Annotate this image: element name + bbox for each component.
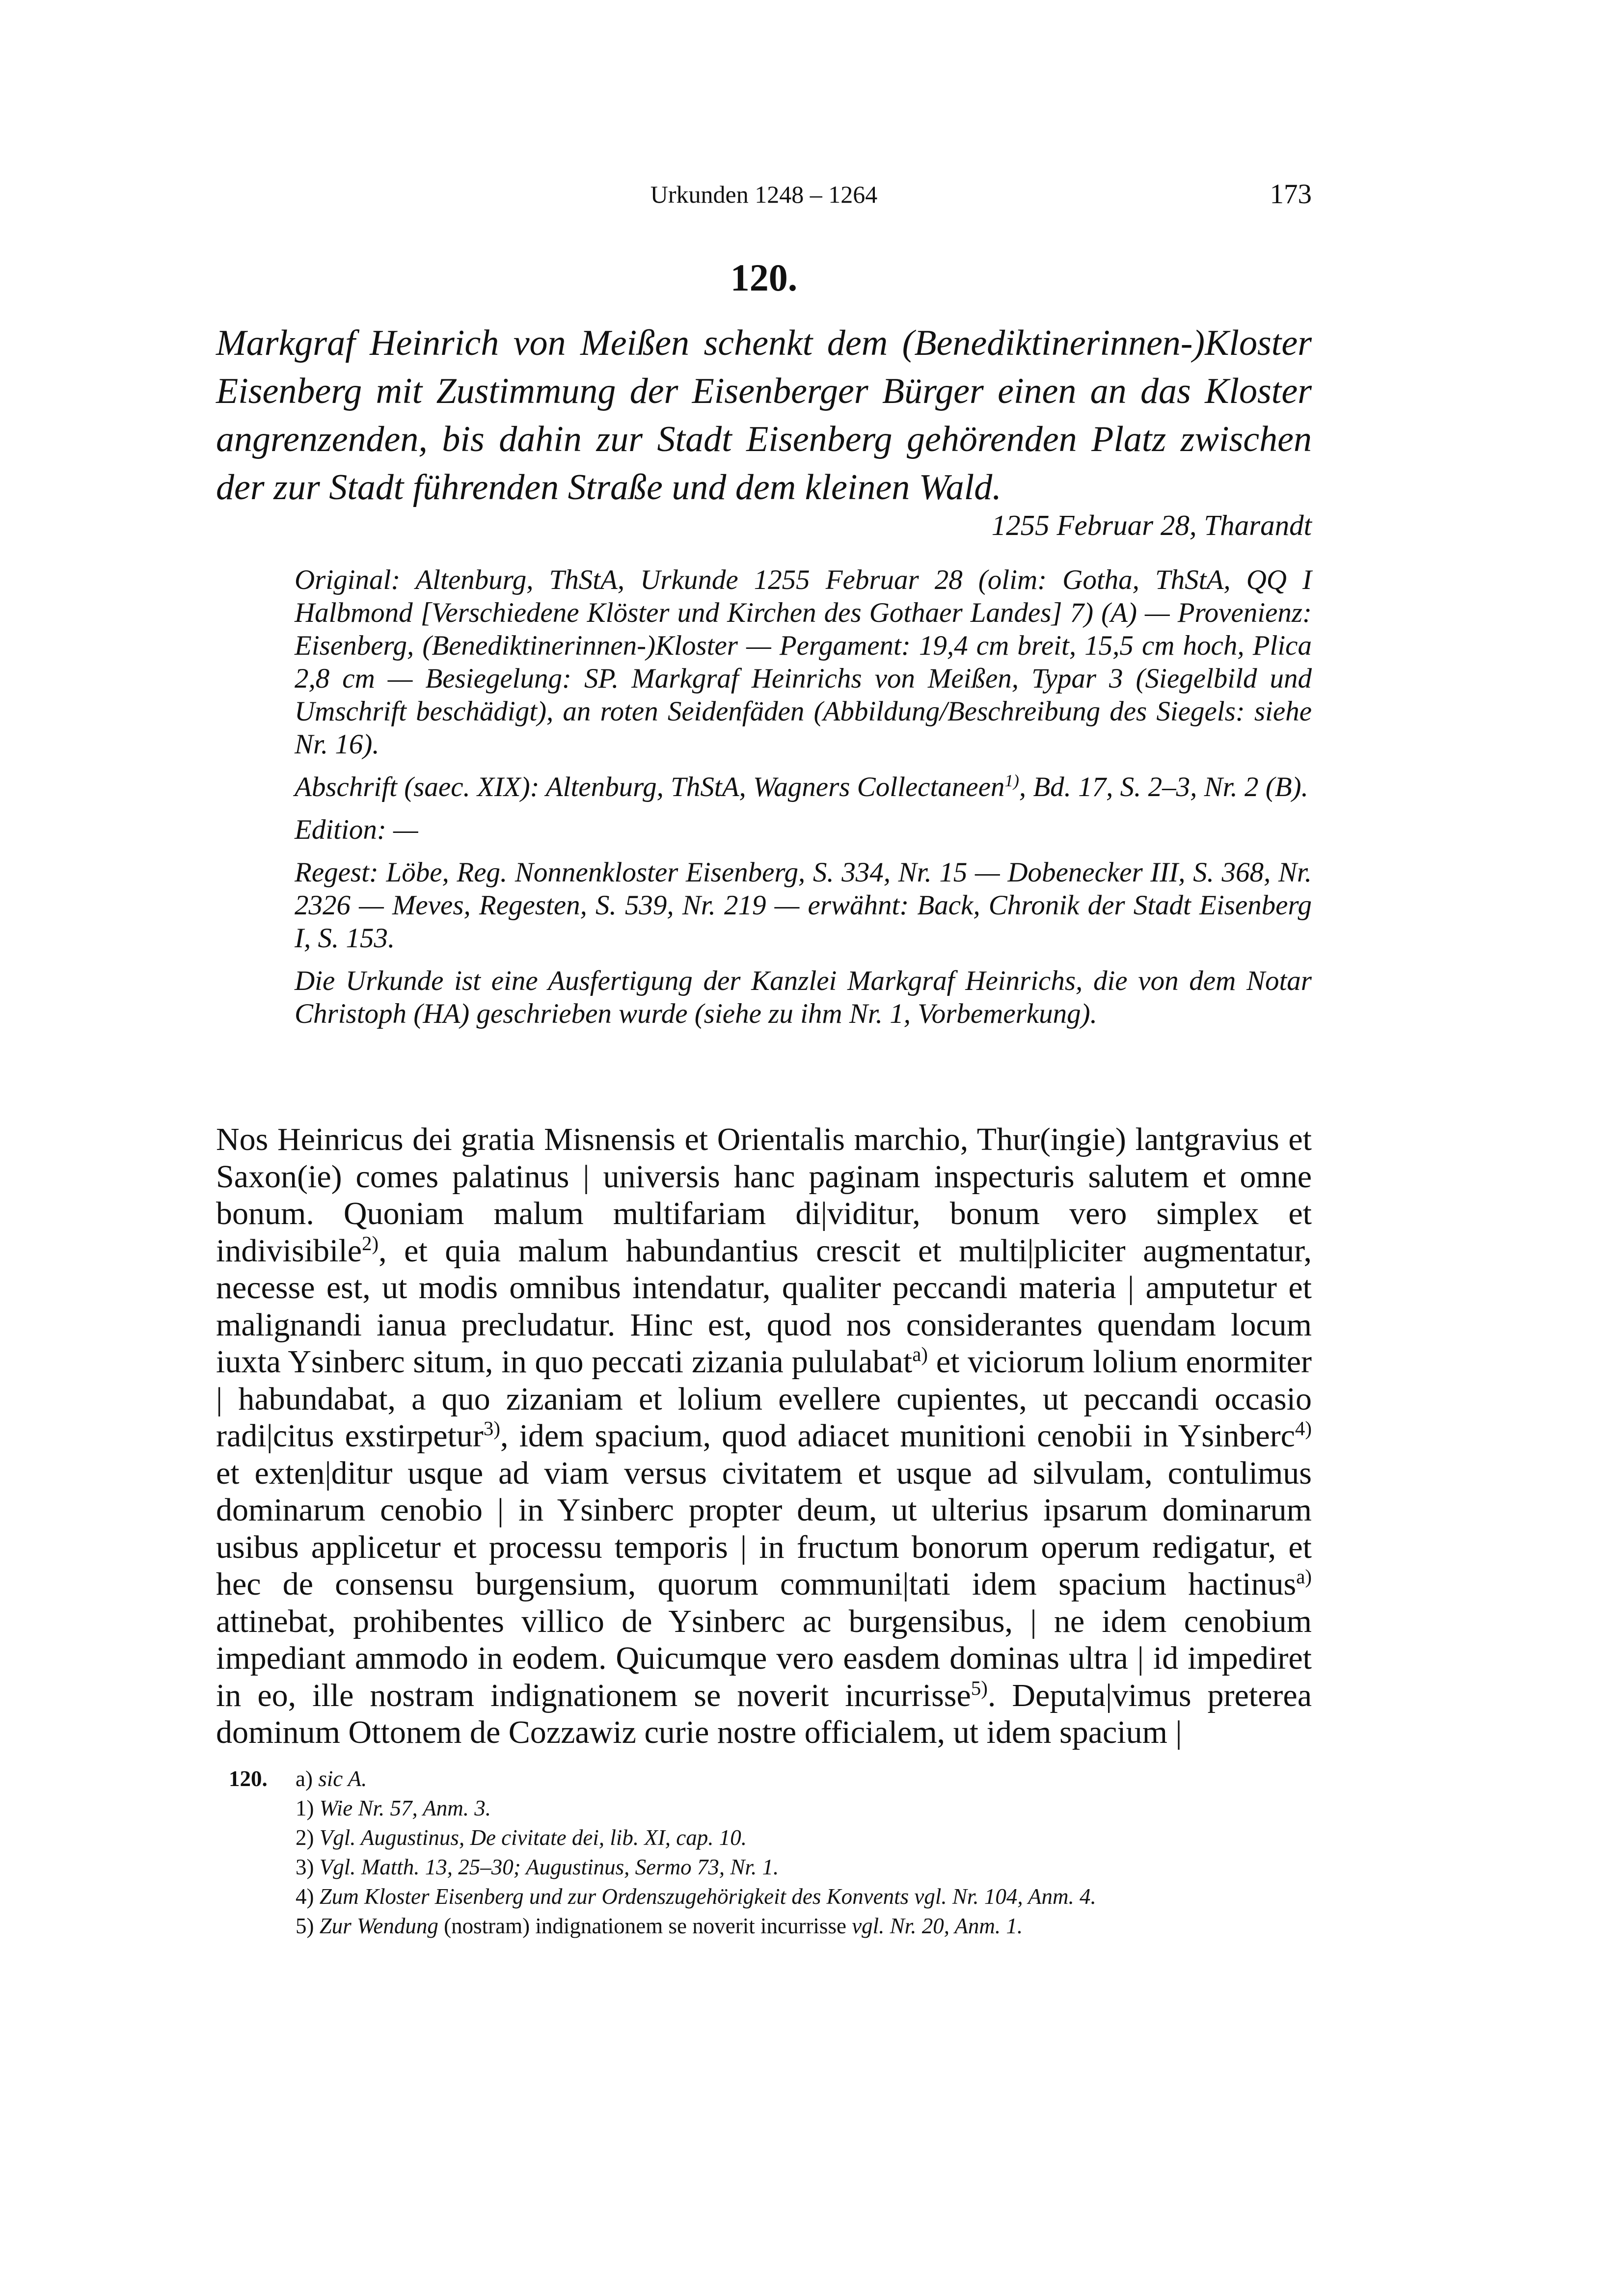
apparatus-note: Die Urkunde ist eine Ausfertigung der Kanzlei Markgraf Heinrichs, die von dem Notar Christoph (HA) geschrieben wurde (siehe zu ihm Nr. 1, Vorbemerkung). [295,965,1312,1029]
footnote-marker: 4) [296,1884,314,1909]
critical-apparatus [295,563,1312,1040]
footnote-2 [296,1823,1312,1852]
footnote-ref: 4) [1295,1417,1312,1440]
apparatus-abschrift [295,771,1312,803]
footnote-list [296,1764,1312,1941]
footnote-marker: 2) [296,1825,314,1850]
footnote-5 [296,1911,1312,1941]
apparatus-original: Original: Altenburg, ThStA, Urkunde 1255 Februar 28 (olim: Gotha, ThStA, QQ I Halbmond [Verschiedene Klöster und Kirchen des Gothaer Landes] 7) (A) — Provenienz: Eisenberg, (Benediktinerinnen-)Kloster — Pergament: 19,4 cm breit, 15,5 cm hoch, Plica 2,8 cm — Besiegelung: SP. Markgraf Heinrichs von Meißen, Typar 3 (Siegelbild und Umschrift beschädigt), an roten Seidenfäden (Abbildung/Beschreibung des Siegels: siehe Nr. 16). [295,564,1312,760]
footnote-text: Vgl. Augustinus, De civitate dei, lib. XI, cap. 10. [319,1825,747,1850]
dating-line: 1255 Februar 28, Tharandt [991,509,1312,541]
apparatus-regest: Regest: Löbe, Reg. Nonnenkloster Eisenberg, S. 334, Nr. 15 — Dobenecker III, S. 368, Nr. 2326 — Meves, Regesten, S. 539, Nr. 219 — erwähnt: Back, Chronik der Stadt Eisenberg I, S. 153. [295,857,1312,954]
text-segment: Nos Heinricus dei gratia Misnensis et Orientalis marchio, Thur(ingie) lantgravius et Saxon(ie) comes palatinus | universis hanc paginam inspecturis salutem et omne bonum. Quoniam malum multifariam di|viditur, bonum vero simplex et indivisibile [216,1121,1312,1269]
footnote-ref: 2) [362,1232,379,1255]
footnote-marker: 1) [296,1796,314,1820]
footnote-marker: 5) [296,1914,314,1938]
footnote-marker: 3) [296,1855,314,1879]
footnote-marker: a) [296,1766,313,1791]
footnote-ref: a) [912,1343,928,1365]
apparatus-abschrift-rest: , Bd. 17, S. 2–3, Nr. 2 (B). [1019,772,1308,802]
text-segment: et viciorum lolium enormiter | habundabat, a quo zizaniam et lolium evellere cupientes, ut peccandi occasio radi|citus exstirpetur [216,1344,1312,1454]
text-segment: . Deputa|vimus preterea dominum Ottonem de Cozzawiz curie nostre officialem, ut idem spacium | [216,1677,1312,1750]
footnote-ref: 5) [971,1677,988,1699]
footnote-4 [296,1882,1312,1911]
footnote-ref: 3) [483,1417,500,1440]
page-number: 173 [1270,179,1312,210]
footnote-ref: 1) [1004,771,1019,790]
footnote-a [296,1764,1312,1793]
running-head [216,175,1312,214]
footnote-1 [296,1793,1312,1823]
running-title: Urkunden 1248 – 1264 [650,181,878,208]
footnote-quote: (nostram) indignationem se noverit incurrisse [438,1914,852,1938]
footnote-text: Vgl. Matth. 13, 25–30; Augustinus, Sermo 73, Nr. 1. [319,1855,779,1879]
apparatus-edition: Edition: — [295,814,418,845]
text-segment: et exten|ditur usque ad viam versus civitatem et usque ad silvulam, contulimus dominarum cenobio | in Ysinberc propter deum, ut ulterius ipsarum dominarum usibus applicetur et processu temporis | in fructum bonorum operum redigatur, et hec de consensu burgensium, quorum communi|tati idem spacium hactinus [216,1455,1312,1602]
footnote-text: vgl. Nr. 20, Anm. 1. [852,1914,1023,1938]
charter-text [216,1121,1312,1751]
footnote-3 [296,1852,1312,1882]
footnotes-label: 120. [229,1766,268,1791]
text-segment: attinebat, prohibentes villico de Ysinberc ac burgensibus, | ne idem cenobium impediant ammodo in eodem. Quicumque vero easdem dominas ultra | id impediret in eo, ille nostram indignationem se noverit incurrisse [216,1603,1312,1713]
footnote-ref: a) [1296,1566,1312,1588]
footnote-text: Zum Kloster Eisenberg und zur Ordenszugehörigkeit des Konvents vgl. Nr. 104, Anm. 4. [319,1884,1096,1909]
document-number: 120. [730,256,798,299]
text-segment: , idem spacium, quod adiacet munitioni cenobii in Ysinberc [500,1418,1295,1454]
footnote-text: Zur Wendung [319,1914,438,1938]
footnote-text: sic A. [318,1766,367,1791]
apparatus-abschrift-text: Abschrift (saec. XIX): Altenburg, ThStA, Wagners Collectaneen [295,772,1005,802]
footnote-text: Wie Nr. 57, Anm. 3. [319,1796,491,1820]
text-segment: , et quia malum habundantius crescit et multi|pliciter augmentatur, necesse est, ut modis omnibus intendatur, qualiter peccandi materia | amputetur et malignandi ianua precludatur. Hinc est, quod nos considerantes quendam locum iuxta Ysinberc situm, in quo peccati zizania pululabat [216,1232,1312,1380]
regest-summary: Markgraf Heinrich von Meißen schenkt dem (Benediktinerinnen-)Kloster Eisenberg mit Zustimmung der Eisenberger Bürger einen an das Kloster angrenzenden, bis dahin zur Stadt Eisenberg gehörenden Platz zwischen der zur Stadt führenden Straße und dem kleinen Wald. [216,323,1312,507]
